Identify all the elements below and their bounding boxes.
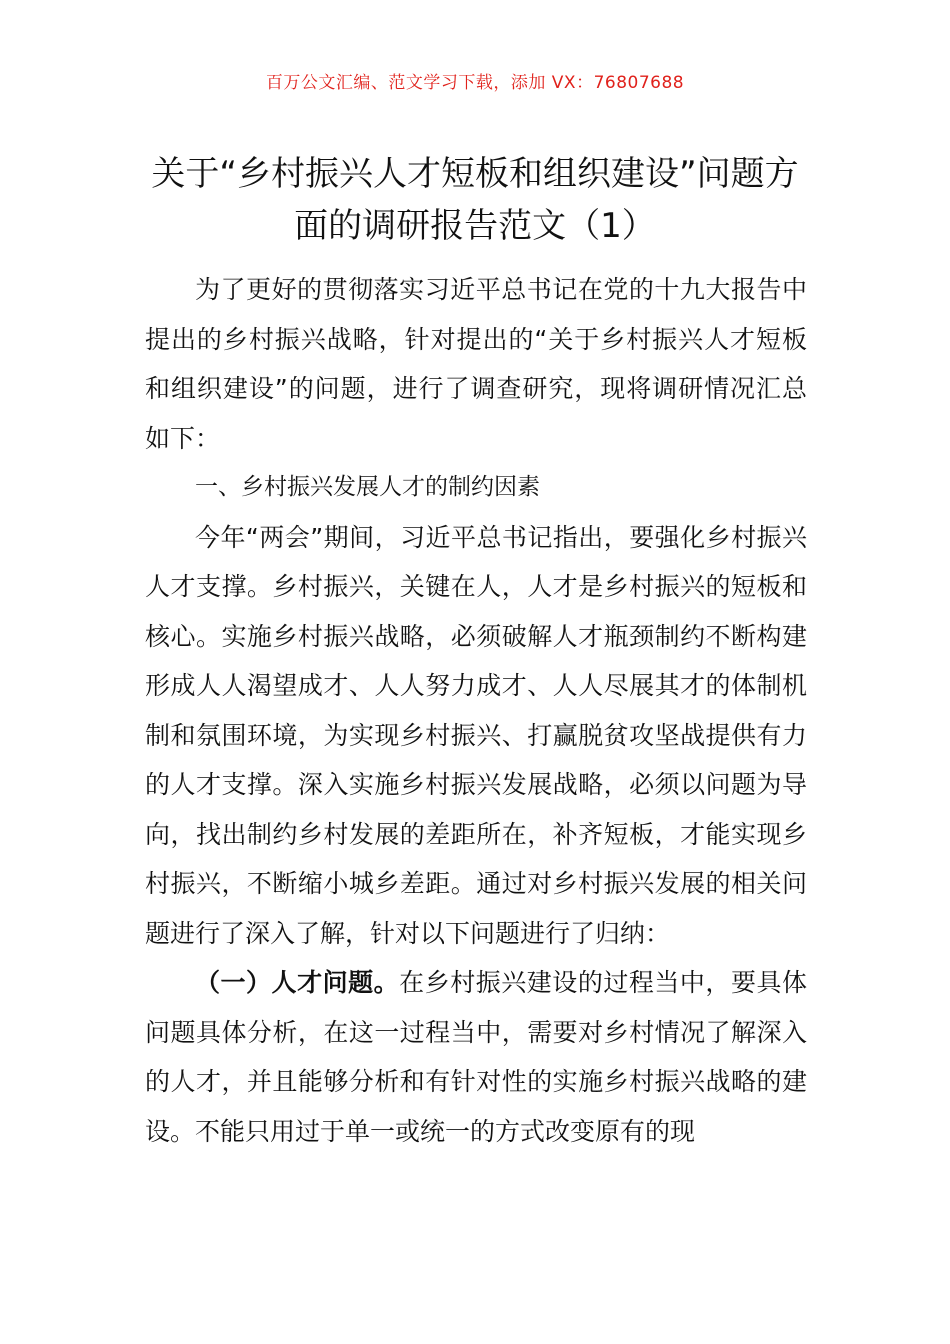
paragraph-intro: 为了更好的贯彻落实习近平总书记在党的十九大报告中提出的乡村振兴战略，针对提出的“关于乡村振兴人才短板和组织建设”的问题，进行了调查研究，现将调研情况汇总如下：	[145, 275, 807, 453]
paragraph-talent-issue	[145, 958, 807, 1156]
paragraph-context: 今年“两会”期间，习近平总书记指出，要强化乡村振兴人才支撑。乡村振兴，关键在人，人才是乡村振兴的短板和核心。实施乡村振兴战略，必须破解人才瓶颈制约不断构建形成人人渴望成才、人人努力成才、人人尽展其才的体制机制和氛围环境，为实现乡村振兴、打赢脱贫攻坚战提供有力的人才支撑。深入实施乡村振兴发展战略，必须以问题为导向，找出制约乡村发展的差距所在，补齐短板，才能实现乡村振兴，不断缩小城乡差距。通过对乡村振兴发展的相关问题进行了深入了解，针对以下问题进行了归纳：	[145, 522, 807, 948]
document-body	[145, 265, 807, 1156]
header-note: 百万公文汇编、范文学习下载，添加 VX：76807688	[265, 73, 685, 93]
document-title: 关于“乡村振兴人才短板和组织建设”问题方面的调研报告范文（1）	[151, 154, 799, 246]
section-heading-1: 一、乡村振兴发展人才的制约因素	[195, 474, 540, 500]
subsection-heading-talent: （一）人才问题。	[195, 968, 400, 997]
paragraph-talent-text: 在乡村振兴建设的过程当中，要具体问题具体分析，在这一过程当中，需要对乡村情况了解深入的人才，并且能够分析和有针对性的实施乡村振兴战略的建设。不能只用过于单一或统一的方式改变原有的现	[145, 968, 807, 1146]
